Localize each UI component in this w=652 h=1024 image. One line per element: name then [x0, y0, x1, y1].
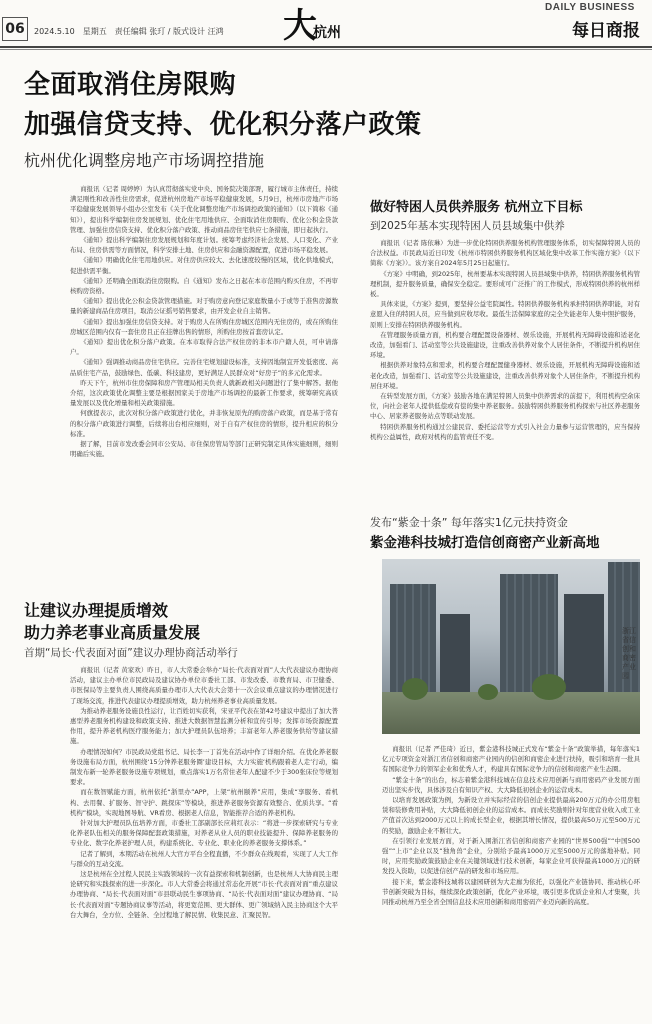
services-paragraph: 根据供养对象特点和需求，机构要合理配置健身器材、娱乐设施，开展机构无障碍设施和适老化改造，加强看门、活动室等公共设施建设，注重改善供养对象个人居住条件，不断提升机构居住环境。	[370, 361, 640, 390]
elderly-paragraph: 记者了解到，本期活动在杭州人大官方平台全程直播，不少群众在线观看，实现了人大工作与群众的互动交流。	[70, 849, 338, 868]
lead-paragraph: 《通知》提出科学编制住房发展规划和年度计划。统筹考虑经济社会发展、人口变化、产业布局、住房供需等方面情况，科学安排土地、住房供应和金融资源配置，促进市场平稳发展。	[70, 236, 338, 255]
services-paragraph: 在管理服务质量方面，机构要合理配置设备器材、娱乐设施，开展机构无障碍设施和适老化改造，加强看门、活动室等公共设施建设，注重改善供养对象个人居住条件，不断提升机构居住环境。	[370, 330, 640, 360]
elderly-paragraph: 为推动养老服务设施良性运行，让百姓切实获利，宋亚平代表在第42号建议中提出了加大普惠型养老服务机构建设和政策支持、推进大数据智慧监测分析和宣传引导；发挥市场资源配置作用，提升养老机构医疗服务能力；加大护理员队伍培养；丰富老年人养老服务供给等建议措施。	[70, 706, 338, 746]
science-park-photo	[382, 559, 640, 734]
elderly-headline-1: 让建议办理提质增效	[24, 601, 169, 620]
lead-paragraph: 昨天下午，杭州市住房保障和房产管理局相关负责人就新政相关问题进行了集中解答。据他介绍，这次政策优化调整主要是根据国家关于房地产市场调控的最新工作要求，统筹研究高质量发展以及优化增量和相关政策措施。	[70, 378, 338, 408]
zijin-paragraph: 以培育发展政策为例，为新设立并实际经营的信创企业提供最高200万元的办公用房租赁和装修费用补贴，大大降低初创企业的运营成本。而成长奖励则针对年度营业收入或工业产值首次达到2000万元以上的成长型企业，根据其增长情况，提供最高50万元至500万元的奖励，激励企业不断壮大。	[382, 796, 640, 835]
tree-shape	[478, 684, 498, 700]
elderly-paragraph: 商报讯（记者 黄家欢）昨日，市人大常委会举办“局长·代表面对面”人大代表建议办理协商活动，建议主办单位市民政局及建议协办单位市委社工部、市发改委、市教育局、市卫健委、市医保局等主要负责人围绕高质量办理市人大代表大会第十一次会议重点建议的办理情况进行了现场交流，推进代表建议办理提质增效，助力杭州养老事业高质量发展。	[70, 666, 338, 705]
zijin-headline: 紫金港科技城打造信创商密产业新高地	[370, 535, 600, 551]
services-paragraph: 《方案》中明确，到2025年，杭州要基本实现特困人员县域集中供养，特困供养服务机构管理机制，提升服务质量，确保安全稳定。要形成可广泛推广的工作模式，形成特困供养的杭州样板。	[370, 269, 640, 299]
page-header	[0, 0, 652, 50]
lead-headline-2: 加强信贷支持、优化积分落户政策	[24, 110, 422, 140]
elderly-paragraph: 针对加大护理员队伍培养方面，市委社工部副部长应莉红表示：“将进一步探索研究与专业化养老队伍相关的服务保障配套政策措施，对养老从业人员的职业技能提升、保障养老服务的专业化、数字化养老护理人员，构建系统化、专业化、职业化的养老服务支撑体系。”	[70, 819, 338, 848]
lead-subhead: 杭州优化调整房地产市场调控措施	[24, 151, 265, 170]
tree-shape	[402, 678, 428, 700]
services-headline: 做好特困人员供养服务 杭州立下目标	[370, 200, 583, 215]
zijin-paragraph: “紫金十条”的出台，标志着紫金港科技城在信息技术应用创新与商用密码产业发展方面迈出坚实步伐，具体涉及自有知识产权、大大降低初创企业的运营成本。	[382, 775, 640, 794]
services-paragraph: 在转型发展方面，《方案》鼓励各地在满足特困人员集中供养需求的前提下，利用机构空余床位，向社会老年人提供低偿或有偿的集中养老服务。鼓励特困供养服务机构探索与社区养老服务中心、居家养老服务站点等联动发展。	[370, 392, 640, 421]
elderly-headline-2: 助力养老事业高质量发展	[24, 623, 201, 642]
services-subhead: 到2025年基本实现特困人员县域集中供养	[370, 220, 565, 232]
elderly-paragraph: 办理情况如何？市民政局党组书记、局长李一丁首先在活动中作了详细介绍。在优化养老服务设施布局方面，杭州围绕‘15分钟养老服务圈’建设目标，大力实施‘机构跟着老人走’行动，编制发布新一轮养老服务设施专项规划，重点落实1万名常住老年人配建不少于300张床位等规划要求。	[70, 747, 338, 787]
building-shape	[440, 614, 470, 694]
page-number: 06	[2, 17, 28, 41]
lead-paragraph: 何旗提表示，此次对积分落户政策进行优化，并非恢复原先的购房落户政策，而是基于常有的积分落户政策进行调整，后续将出台相应细则，对于自有产权住房的情形，提升相应的积分标准。	[70, 409, 338, 438]
paper-name: 每日商报	[572, 21, 640, 41]
dateline: 2024.5.10 星期五 责任编辑 张玎 / 版式设计 汪鸿	[34, 27, 224, 36]
tree-shape	[532, 674, 566, 700]
elderly-paragraph: 而在数智赋能方面，杭州依托“浙里办”APP，上架“杭州颐养”应用，集成“享服务、看机构、去用餐、扩服务、智守护、跳探床”等模块，推进养老服务资源有效整合、优质共享。“看机构”模块，实现地图导航、VR看房、根据老人信息，智能推荐合适的养老机构。	[70, 788, 338, 817]
elderly-subhead: 首期“局长·代表面对面”建议办理协商活动举行	[24, 647, 238, 659]
zijin-kicker: 发布“紫金十条” 每年落实1亿元扶持资金	[370, 516, 568, 529]
lead-paragraph: 《通知》提出加强住房信贷支持。对于购房人在所购住房城区范围内无住房的，或在所购住房城区范围内仅有一套住房且正在挂牌出售的情形，所购住房按首套房认定。	[70, 317, 338, 336]
header-rule-thin	[0, 49, 652, 50]
lead-paragraph: 商报讯（记者 周婷婷）为认真贯彻落实党中央、国务院决策部署，履行城市主体责任，持续满足刚性和改善性住房需求，促进杭州房地产市场平稳健康发展，5月9日，杭州市房地产市场平稳健康发展领导小组办公室发布《关于优化调整房地产市场调控政策的通知》（以下简称《通知》），提出科学编制住房发展规划、优化住宅用地供应、全面取消住房限购、优化公积金贷款管理、加强住房信贷支持、优化积分落户政策、推动商品房住宅供应七条措施，即日起执行。	[70, 185, 338, 234]
section-logo-char: 大	[283, 6, 317, 46]
zijin-paragraph: 商报讯（记者 严佳琦）近日，紫金港科技城正式发布“紫金十条”政策举措，每年落实1亿元专项资金对浙江省信创和商密产业园内的信创和商密企业进行扶持，吸引和培育一批具有国际竞争力的领军企业和优秀人才，构建具有国际竞争力的信创和商密产业生态圈。	[382, 745, 640, 774]
building-shape	[564, 594, 604, 694]
zijin-body	[382, 744, 640, 1016]
lead-paragraph: 《通知》提出优化公积金贷款管理措施。对于购房意向登记家庭数量小于或等于准售房源数量的新建商品住房项目，取消公证摇号销售要求，由开发企业自主销售。	[70, 297, 338, 316]
services-paragraph: 特困供养服务机构通过公建民营、委托运营等方式引入社会力量参与运营管理的，应当保持机构公益属性，政府对机构的监管责任不变。	[370, 422, 640, 441]
lead-paragraph: 据了解，目前市发改委会同市公安局、市住保房管局等部门正研究制定具体实施细则，细则明确后实施。	[70, 440, 338, 459]
lead-headline-1: 全面取消住房限购	[24, 70, 237, 100]
elderly-body	[70, 665, 338, 1017]
elderly-paragraph: 这是杭州在全过程人民民主实践领域的一次有益探索和机制创新，也是杭州人大协商民主理论研究和实践探索的进一步深化。市人大常委会将通过常态化开展“市长·代表面对面”重点建议办理协商、“局长·代表面对面”市县联动民生事项协商、“局长·代表面对面”建议办理协商、“局长·代表面对面”专题协商议事等活动，将更宽范围、更大群体、更广领域纳入民主协商这个大平台大舞台，全方位、全链条、全过程地了解民情、收集民意、汇聚民智。	[70, 870, 338, 919]
lead-body	[70, 184, 338, 582]
lead-paragraph: 《通知》提出优化积分落户政策。在本市取得合法产权住房的非本市户籍人员，可申请落户。	[70, 338, 338, 357]
lead-paragraph: 《通知》还明确全面取消住房限购。自《通知》发布之日起在本市范围内购买住房，不再审核购房资格。	[70, 276, 338, 296]
section-city-label: 杭州	[313, 25, 341, 41]
services-paragraph: 具体来说，《方案》提到，要坚持公益宅院属性。特困供养服务机构承担特困供养职能，对有意愿入住的特困人员，应当做到应收尽收。最低生活保障家庭的完全失能老年人集中照护服务，原则上安排在特困供养服务机构。	[370, 300, 640, 329]
zijin-paragraph: 接下来，紫金港科技城将以建园研创为大走廊为依托，以强化产业链协同、推动核心环节创新突破为目标，继续深化政策创新，优化产业环境，吸引更多优质企业和人才集聚，共同推动杭州乃至全省全国信息技术应用创新和商用密码产业迈向新的高度。	[382, 877, 640, 907]
services-body	[370, 238, 640, 496]
brand-english: DAILY BUSINESS	[545, 2, 635, 13]
header-rule	[0, 46, 652, 48]
zijin-paragraph: 在引领行业发展方面，对于新入围浙江省信创和商密产业园的“世界500强”“中国500强”“上市”企业以及“独角兽”企业，分别给予最高1000万元至5000万元的落地补贴。同时，应用奖励政策鼓励企业在关键领域进行技术创新，每家企业可获得最高1000万元的研发投入资助，以促进信创产品的研发和市场应用。	[382, 836, 640, 876]
lead-paragraph: 《通知》明确优化住宅用地供应。对住房供应较大、去化速度较慢的区域，优化供地模式，促进供需平衡。	[70, 256, 338, 275]
services-paragraph: 商报讯（记者 陈依琳）为进一步优化特困供养服务机构管理服务体系，切实保障特困人员的合法权益。市民政局近日印发《杭州市特困供养服务机构区域化集中改革工作实施方案》（以下简称《方案》）。该方案自2024年5月25日起施行。	[370, 239, 640, 268]
photo-caption: 浙江省信创和商密产业园	[622, 627, 636, 680]
lead-paragraph: 《通知》强调推动商品房住宅供应。完善住宅规划建设标准，支持因地制宜开发低密度、高品质住宅产品，鼓励绿色、低碳、科技建房，更好满足人民群众对“好房子”的多元化需求。	[70, 358, 338, 377]
